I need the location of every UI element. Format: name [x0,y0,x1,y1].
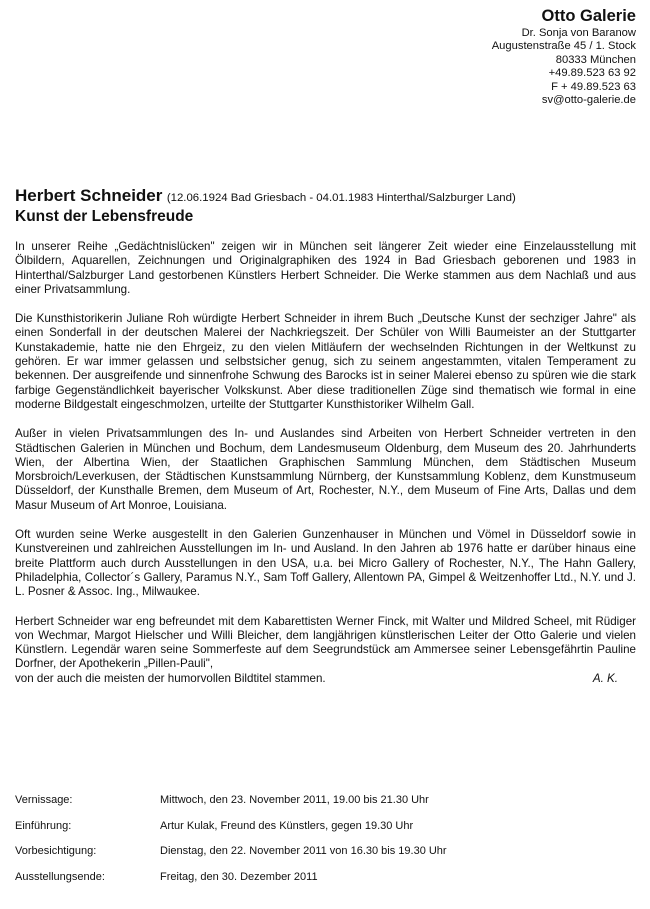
gallery-owner: Dr. Sonja von Baranow [521,27,636,39]
event-row [15,820,447,846]
paragraph: Oft wurden seine Werke ausgestellt in den Galerien Gunzenhauser in München und Vömel in Düsseldorf sowie in Kunstvereinen und zahlreichen Ausstellungen im In- und Ausland. In den Jahren ab 1976 hatte er darüber hinaus eine breite Plattform auch durch Ausstellungen in den USA, u.a. bei Micro Gallery of Rochester, N.Y., The Hahn Gallery, Philadelphia, Collector´s Gallery, Paramus N.Y., Sam Toff Gallery, Allentown PA, Gimpel & Weitzenhoffer Ltd., N.Y. und J. L. Posner & Assoc. Ing., Milwaukee. [15,528,636,599]
gallery-fax: F + 49.89.523 63 [551,80,636,93]
event-label: Vorbesichtigung: [15,845,97,857]
event-value: Artur Kulak, Freund des Künstlers, gegen 19.30 Uhr [160,819,414,832]
paragraph-end: von der auch die meisten der humorvollen Bildtitel stammen. [15,671,326,685]
event-value: Mittwoch, den 23. November 2011, 19.00 bis 21.30 Uhr [160,794,429,806]
event-value: Dienstag, den 22. November 2011 von 16.30 bis 19.30 Uhr [160,845,447,857]
event-row [15,845,447,871]
gallery-email: sv@otto-galerie.de [541,94,636,107]
event-row [15,794,447,820]
life-dates: (12.06.1924 Bad Griesbach - 04.01.1983 Hinterthal/Salzburger Land) [166,192,516,204]
event-label: Einführung: [15,819,72,832]
letterhead [492,6,636,107]
event-value: Freitag, den 30. Dezember 2011 [160,870,318,883]
gallery-phone: +49.89.523 63 92 [548,67,636,80]
exhibition-subtitle: Kunst der Lebensfreude [15,208,194,225]
last-paragraph [15,615,636,686]
gallery-city: 80333 München [555,53,636,66]
paragraph: Die Kunsthistorikerin Juliane Roh würdigte Herbert Schneider in ihrem Buch „Deutsche Kunst der sechziger Jahre" als einen Sonderfall in der deutschen Malerei der Nachkriegszeit. Der Schüler von Willi Baumeister an der Stuttgarter Kunstakademie, hatte nie den Ehrgeiz, zu den vielen Mitläufern der wechselnden Richtungen in der Weltkunst zu gehören. Er war immer gelassen und selbstsicher genug, sich zu seinem angestammten, vitalen Temperament zu bekennen. Der ausgreifende und sinnenfrohe Schwung des Barocks ist in seiner Malerei ebenso zu spüren wie die stark farbige Gegenständlichkeit bayerischer Volkskunst. Aber diese traditionellen Züge sind thematisch wie formal in eine moderne Bildgestalt eingeschmolzen, urteilte der Stuttgarter Kunsthistoriker Wilhelm Gall. [15,312,636,411]
paragraph: Außer in vielen Privatsammlungen des In- und Auslandes sind Arbeiten von Herbert Schneider vertreten in den Städtischen Galerien in München und Bochum, dem Landesmuseum Oldenburg, dem Museum des 20. Jahrhunderts Wien, der Albertina Wien, der Staatlichen Graphischen Sammlung München, dem Städtischen Museum Morsbroich/Leverkusen, der Städtischen Kunstsammlung Nürnberg, der Kunstsammlung Koblenz, dem Kunstmuseum Düsseldorf, der Kunsthalle Bremen, dem Museum of Art, Rochester, N.Y., dem Museum of Fine Arts, Dallas und dem Masur Museum of Art Monroe, Louisiana. [15,427,636,512]
event-label: Vernissage: [15,794,73,806]
event-row [15,871,447,897]
body-text [15,240,636,686]
gallery-name: Otto Galerie [541,7,636,25]
artist-name: Herbert Schneider [15,186,163,205]
gallery-street: Augustenstraße 45 / 1. Stock [491,40,636,53]
paragraph: In unserer Reihe „Gedächtnislücken" zeigen wir in München seit längerer Zeit wieder eine Einzelausstellung mit Ölbildern, Aquarellen, Zeichnungen und Originalgraphiken des 1924 in Bad Griesbach geborenen und 1983 in Hinterthal/Salzburger Land gestorbenen Künstlers Herbert Schneider. Die Werke stammen aus dem Nachlaß und aus einer Privatsammlung. [15,240,636,296]
event-list [15,794,447,896]
paragraph: Herbert Schneider war eng befreundet mit dem Kabarettisten Werner Finck, mit Walter und Mildred Scheel, mit Rüdiger von Wechmar, Margot Hielscher und Willi Bleicher, dem langjährigen künstlerischen Leiter der Otto Galerie und vielen Künstlern. Legendär waren seine Sommerfeste auf dem Seegrundstück am Ammersee seiner Lebensgefährtin Pauline Dorfner, der Apothekerin „Pillen-Pauli", [15,614,636,671]
last-line [15,672,636,686]
event-label: Ausstellungsende: [15,870,105,883]
title-block [15,186,636,226]
author-signature: A. K. [592,671,618,685]
